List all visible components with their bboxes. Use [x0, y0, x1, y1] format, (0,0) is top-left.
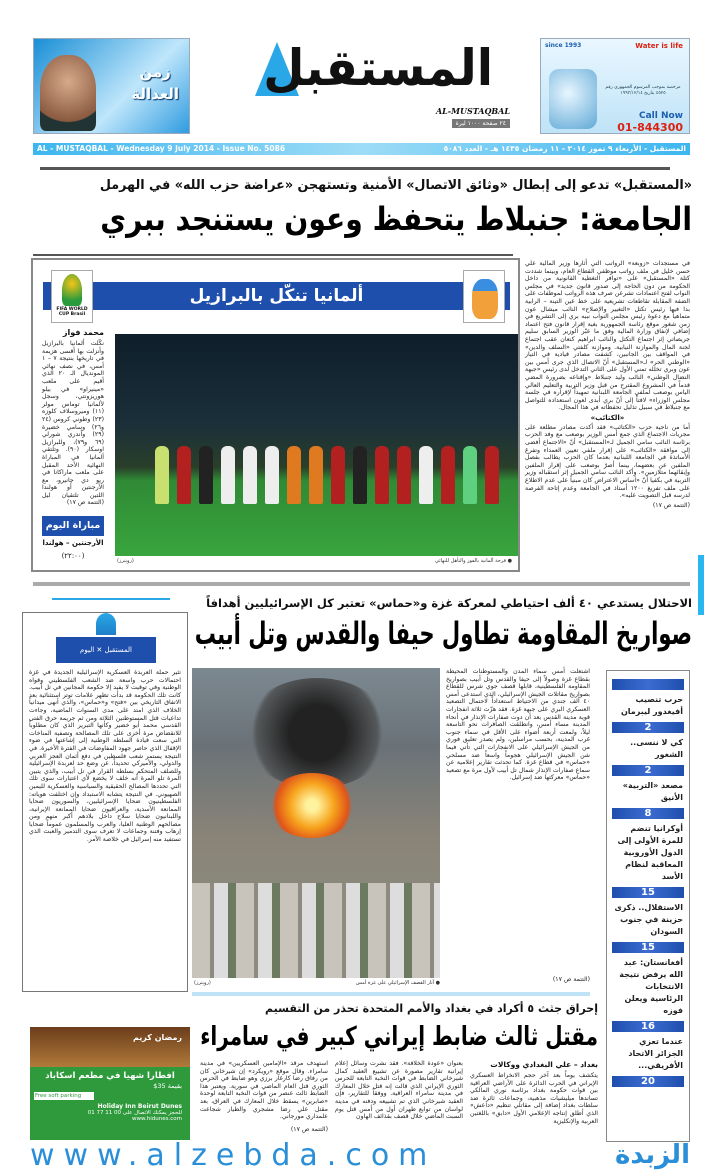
divider — [40, 167, 670, 170]
world-cup-trophy-icon — [62, 274, 82, 306]
divider — [33, 582, 690, 586]
divider — [33, 254, 513, 256]
water-ad[interactable] — [540, 38, 690, 134]
index-item[interactable]: حرب تنصيب أفيغدور ليبرمان 2 — [607, 694, 689, 733]
iraq-col-2: بعنوان «عودة الخلافة». فقد نشرت وسائل إعلام إيرانية تقارير مصورة عن تشييع العقيد كمال شيرخاني الضابط في قوات النخبة التابعة للحرس الثوري الإيراني الذي قالت إنه قتل خلال المعارك في مدينة سامراء العراقية. ووفقاً للتقارير، فإن العقيد شيرخاني الذي تم تشييعه ودفنه في مدينة لواسان من توابع طهران أول من أمس قتل يوم السبت الماضي خلال قصف بقذائف الهاون — [335, 1060, 463, 1121]
portrait — [40, 55, 96, 131]
water-call: Call Now — [638, 111, 683, 121]
footer-url[interactable]: www.alzebda.com — [30, 1138, 437, 1173]
today-body: تثير حملة العربدة العسكرية الإسرائيلية الجديدة في غزة احتمالات حرب واسعة ضد الشعب الفلسطيني وقواه الوطنية وفي توقيت لا يفيد إلا حكومة المجانين في تل أبيب. كانت تلك الحكومة قد بدأت تظهر علامات توتر استثنائية بعد الاتفاق التاريخي بين «فتح» و«حماس»، والذي أنهى ميدانياً الخلاف الذي امتد على مدى السنوات الماضية، وجاءت تداعيات قتل المستوطنين الثلاثة ومن ثم جريمة حرق الفتى القدسي محمد أبو خضير وكأنها التبرير الذي كان مطلوباً للانقضاض مرة أخرى على تلك المصالحة وتصفية المناخات التي سعت قيادة السلطة الوطنية إلى إشاعتها في ضوء الإقفال الذي حاصر جهود المفاوضات في الفترة الأخيرة. في النتيجة يستمر شعب فلسطين في دفع أثمان العجز العربي والدولي، والأميركي تحديداً، عن وضع حد لعربدة الإسرائيلية وللصلف المتحكم بسلطة القرار في تل أبيب، والذي يتبين المرة تلو المرة أنه خلف لا يخضع لأي اعتبارات سوى تلك التي تحددها المصالح الحقيقية والسياسية والعسكرية لليمين الصهيوني. في النتيجة يتشابه الاستبداد وإن اختلفت هوياته: الفلسطينيون ضحايا الإسرائيليين، والسوريون ضحايا الممانعة الأسدية، والعراقيون ضحايا الممانعة الإيرانية، واللبنانيون ضحايا سلاح داخل بلادهم أكبر منهم ومن مصالحهم الوطنية العليا، والعرب والمسلمون عموماً ضحايا إرهاب وفتنة وجماعات لا تعرف سوى التدمير والعبث الذي تستفيد منه إسرائيل في خلاصة الأمر. — [29, 669, 181, 844]
iraq-kicker[interactable]: إحراق جثث ٥ أكراد في بغداد والأمم المتحدة تحذر من التقسيم — [265, 1002, 598, 1015]
masthead-name-ar: المستقبل — [263, 39, 493, 97]
iraq-headline[interactable]: مقتل ثالث ضابط إيراني كبير في سامراء — [200, 1022, 598, 1052]
alzebda-logo[interactable]: الزبدة — [615, 1140, 690, 1170]
iraq-col-1: يتكشف يوماً بعد آخر حجم الانخراط العسكري الإيراني في الحرب الدائرة على الأراضي العراقية بين قوات حكومة بغداد برئاسة نوري المالكي تساندها ميليشيات مذهبية، وجماعات ثائرة ضد سلطات بغداد إضافة إلى مقاتلي تنظيم «داعش» الذي أطلق إنتاجه الإعلامي الأول «دابق» باللغتين العربية والإنكليزية — [470, 1072, 598, 1125]
match-today-label: مباراة اليوم — [42, 516, 104, 536]
gaza-kicker[interactable]: الاحتلال يستدعي ٤٠ ألف احتياطي لمعركة غزة و«حماس» تعتبر كل الإسرائيليين أهدافاً — [206, 596, 692, 610]
index-item[interactable]: الاستقلال.. ذكرى حزينة في جنوب السودان 15 — [607, 902, 689, 953]
iraq-byline: بغداد – علي البغدادي ووكالات — [490, 1060, 598, 1069]
accent-bar — [698, 555, 704, 615]
hotel-phone: للحجز يمكنك الاتصال على 00 11 77 01 — [87, 1110, 182, 1116]
hotel-ad-price: بقيمة 35$ — [153, 1082, 182, 1090]
match-time: (٢٢:٠٠) — [61, 552, 85, 560]
gaza-headline[interactable]: صواريخ المقاومة تطاول حيفا والقدس وتل أبيب — [194, 616, 693, 652]
divider — [192, 992, 590, 996]
sport-body: نكّلت ألمانيا بالبرازيل وأنزلت بها أقسى هزيمة في تاريخها بنتيجة ٧ – ١ أمس، في نصف نهائي المونديال الـ ٢٠ الذي أقيم على ملعب «مينيراو» في بيلو هوريزونتي، وسجل لألمانيا توماس مولر (١١) وميروسلاف كلوزه (٢٣) وطوني كروس (٢٤ و٢٦) وسامي خضيرة (٢٩) وأندري شورلي (٦٩ و٧٩)، وللبرازيل اوسكار (٩٠). وتلتقي ألمانيا في المباراة النهائية الأحد المقبل على ملعب ماراكانا في ريو دي جانيرو، مع الأرجنتين أو هولندا اللتين تلتقيان ليل (التتمة ص ١٧) — [42, 340, 104, 507]
lead-kicker[interactable]: «المستقبل» تدعو إلى إبطال «وثائق الاتصال» الأمنية وتستهجن «عراضة حزب الله» في الهرمل — [99, 178, 692, 193]
date-en: AL - MUSTAQBAL - Wednesday 9 July 2014 - Issue No. 5086 — [37, 144, 286, 153]
ramadan-food-image — [30, 1027, 190, 1067]
hotel-ad-headline: افطارا شهيا في مطعم اسكاباد — [45, 1071, 175, 1081]
world-cup-logo — [51, 270, 93, 323]
gaza-strike-photo[interactable] — [192, 668, 440, 978]
hotel-ad[interactable] — [30, 1027, 190, 1140]
today-logo: المستقبل ✕ اليوم — [56, 637, 156, 663]
world-cup-logo-text: FIFA WORLD CUP Brasil — [56, 307, 88, 317]
masthead-name-en: AL-MUSTAQBAL — [435, 106, 510, 116]
water-since: since 1993 — [545, 42, 582, 49]
iraq-continued[interactable]: (التتمة ص ١٧) — [290, 1126, 328, 1133]
price-pages: ٢٤ صفحة ١٠٠٠ ليرة — [452, 119, 510, 128]
index-item[interactable]: كي لا ننسى.. الشغور 2 — [607, 737, 689, 776]
lead-article — [525, 260, 690, 509]
hariri-ad[interactable] — [33, 38, 190, 134]
gaza-photo-credit: (رويترز) — [194, 980, 211, 986]
index-item[interactable]: عندما تعزي الجزائر الاتحاد الأفريقي... 20 — [607, 1036, 689, 1087]
mascot-image — [463, 270, 505, 323]
sport-byline: محمد فواز — [62, 328, 104, 337]
index-header — [612, 679, 684, 690]
lead-body-2: أما من ناحية حزب «الكتائب» فقد أكدت مصادر مطلعة على مجريات الاجتماع الذي جمع أمس الوزير بوصعب مع وفد الحزب برئاسة النائب سامي الجميل لـ«المستقبل» أنّ «الاجتماع أفضى إلى موافقة «الكتائب» على إقرار ملفي تعيين العمداء وتفرغ الأساتذة في الجامعة اللبنانية بعدما كان الحزب يطالب بفصل الملفين عن بعضهما، بينما أصرّ بوصعب على إقرار الملفين وإبقائهما متلازمين». وأكد النائب سامي الجميل إثر استقباله وزير التربية في بكفيا أنّ «أساس الاعتراض كان مبنياً على عدم الاطلاع على ملف تفريغ ١٢٠٠ أستاذ في الجامعة وعدم إتاحة الفرصة لدرسه قبل التصويت عليه». — [525, 423, 690, 500]
sport-banner[interactable]: ألمانيا تنكّل بالبرازيل — [43, 282, 510, 310]
water-phone: 01-844300 — [617, 121, 683, 134]
smoke — [242, 678, 392, 788]
match-teams: الأرجنتين – هولندا — [42, 539, 104, 547]
today-accent — [52, 598, 170, 600]
lead-continued[interactable]: (التتمة ص ١٧) — [652, 501, 690, 509]
sport-photo-credit: (رويترز) — [117, 558, 134, 564]
masthead-logo[interactable] — [215, 36, 515, 136]
lead-subhead: «الكتائب» — [590, 413, 625, 422]
index-item[interactable]: أوكرانيا تنضم للمرة الأولى إلى الدول الأوروبية المعاقبة لنظام الأسد 15 — [607, 823, 689, 898]
water-bottle-image — [549, 69, 597, 129]
hotel-site[interactable]: www.hidunes.com — [132, 1116, 182, 1122]
hariri-slogan: زمن العدالة — [131, 63, 179, 103]
index-item[interactable]: أفغانستان: عبد الله يرفض نتيجة الانتخابات الرئاسية ويعلن فوزه 16 — [607, 957, 689, 1032]
date-ar: المستقبل - الأربعاء ٩ تموز ٢٠١٤ - ١١ رمضان ١٤٣٥ هـ - العدد ٥٠٨٦ — [443, 144, 686, 153]
today-column — [22, 612, 188, 992]
hotel-name: Holiday Inn Beirut Dunes — [97, 1103, 182, 1110]
water-license: مرخصة بموجب المرسوم الجمهوري رقم ٤٥٢٥ بتاريخ ١٩٩٣/١٢/١٤ — [605, 85, 681, 96]
lead-headline[interactable]: الجامعة: جنبلاط يتحفظ وعون يستنجد ببري — [100, 200, 693, 238]
page-index — [606, 670, 690, 1142]
ramadan-greeting: رمضان كريم — [133, 1033, 182, 1042]
hotel-ad-parking: Free soft parking — [34, 1092, 94, 1100]
index-item[interactable]: مصعد «التربية» الأنيق 8 — [607, 780, 689, 819]
buildings — [192, 883, 440, 978]
germany-team-photo[interactable] — [115, 334, 518, 556]
water-slogan: Water is life — [635, 42, 683, 50]
date-bar — [33, 143, 690, 155]
gaza-continued[interactable]: (التتمة ص ١٧) — [552, 976, 590, 983]
gaza-body: اشتعلت أمس سماء المدن والمستوطنات المحيطة بقطاع غزة وصولاً إلى حيفا والقدس وتل أبيب بصواريخ المقاومة الفلسطينية، قابلها قصف جوي شرس للقطاع بصواريخ مقاتلات الجيش الإسرائيلي، الذي استدعى أمس ٤٠ ألف جندي من الاحتياط استعداداً لاحتمال التصعيد العسكري البري على جبهة غزة. فقد هزّت ثلاثة انفجارات قوية مدينة القدس بعد أن دوت صفارات الإنذار في أنحاء المدينة مساء أمس، وانطلقت الصافرات نحو التاسعة ليلاً، ولمعت أربعة أضواء على الأقل في سماء جنوب غرب المدينة، بحسب مراسلين، ولم يصدر تعليق فوري من الجيش الإسرائيلي على الانفجارات التي تأتي فيما شن الجيش الإسرائيلي هجوماً واسعاً ضد مسلحي «حماس» في قطاع غزة. كما تحدثت تقارير إعلامية عن سماع صفارات الإنذار شمال تل أبيب لأول مرة مع تصعيد «حماس» معركتها ضد إسرائيل. — [446, 668, 590, 782]
gaza-photo-caption: ● آثار القصف الإسرائيلي على غزة أمس — [355, 980, 440, 986]
explosion — [267, 773, 357, 838]
lead-body-1: في مستجدات «زوبعة» الرواتب التي أثارها وزير المالية علي حسن خليل في ملف رواتب موظفي القطاع العام، وبينما شددت كتلة «المستقبل» على «توافر التغطية القانونية من داخل الحكومة من دون الحاجة إلى صدور قانون جديد» في مجلس النواب لفتح اعتمادات تشرعن صرف هذه الرواتب لموظفات على الضفة المقابلة تقاطعات تشريعية على خط عين التينة – الرابية بدا فيها رئيس تكتل «التغيير والإصلاح» النائب ميشال عون متماهياً مع دعوة رئيس مجلس النواب نبيه بري إلى التشريع في زمن شغور موقع رئاسة الجمهورية بغية إقرار قانون فتح اعتماد إضافي لإنفاق وزارة المالية وفق ما عبّر الوزير السابق سليم جريصاتي إثر اجتماع التكتل والنائب ابراهيم كنعان عقب اجتماع لجنة المال والموازنة النيابية. وموازنة كلفتي «السلف والدين» في المواقف بين الجانبين، كشفت مصادر قيادية في التيار «الوطني الحر» لـ«المستقبل» أنّ الاتصال الذي جرى أمس بين عون وبري تخلله تمني الأول على الثاني التدخل لدى رئيس «جبهة النضال الوطني» النائب وليد جنبلاط «وإقناعه بضرورة المضي قدماً في المشروع المقترح من قبل وزير التربية والتعليم العالي الياس بوصعب لملفي الجامعة اللبنانية تمهيداً لإقراره في جلسة مجلس الوزراء» لافتاً إلى أنّ بري أبدى لعون استعداده للتواصل مع جنبلاط في سبيل تذليل تحفظاته في هذا المجال. — [525, 260, 690, 412]
sail-logo-icon — [96, 613, 116, 635]
sport-photo-caption: ● فرحة ألمانية بالفوز والتأهل للنهائي — [435, 558, 512, 564]
iraq-col-3: استهدف مرقد «الإمامين العسكريين» في مدينة سامراء. وقال موقع «رويكرد» إن شيرخاني كان من رفاق رضا كارغار برزي وهو ضابط في الحرس الثوري قتل العام الماضي في سورية. ويعتبر هذا الضابط ثالث عنصر من قوات النخبة التابعة لوحدة «صابرين» يسقط خلال المعارك في العراق، بعد مقتل علي رضا مشجري والطيار شجاعت علمداري مورجاني. — [200, 1060, 328, 1121]
sport-box — [31, 258, 520, 572]
